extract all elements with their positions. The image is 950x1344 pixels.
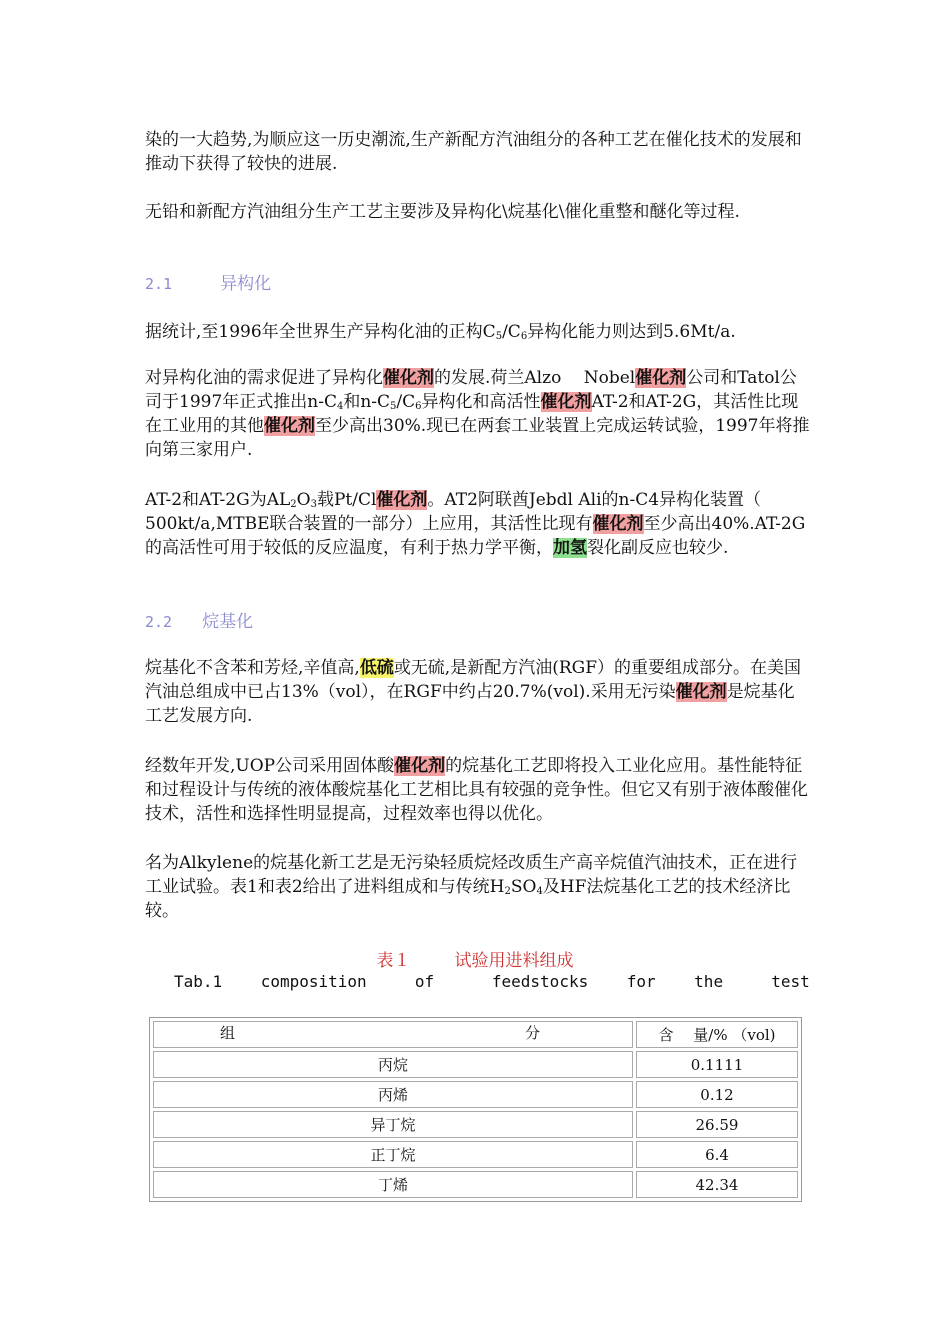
table-caption-en: Tab.1 composition of feedstocks for the test bbox=[174, 972, 810, 991]
table-header-row bbox=[153, 1021, 798, 1048]
keyword-highlight: 低硫 bbox=[359, 658, 394, 678]
cell-component: 异丁烷 bbox=[153, 1111, 633, 1138]
paragraph-intro-continuation bbox=[145, 128, 810, 176]
section-number: 2.2 bbox=[145, 613, 173, 631]
keyword-highlight: 催化剂 bbox=[376, 490, 428, 510]
keyword-highlight: 催化剂 bbox=[540, 392, 592, 412]
paragraph-uop-process: 经数年开发,UOP公司采用固体酸催化剂的烷基化工艺即将投入工业化应用。基性能特征和过程设计与传统的液体酸烷基化工艺相比具有较强的竞争性。但它又有别于液体酸催化技术，活性和选择性明显提高，过程效率也得以优化。 bbox=[145, 756, 808, 824]
keyword-highlight: 催化剂 bbox=[394, 756, 446, 776]
section-title: 异构化 bbox=[220, 274, 272, 294]
section-heading-2-2 bbox=[145, 610, 810, 634]
section-heading-2-1 bbox=[145, 272, 810, 296]
paragraph-text: 无铅和新配方汽油组分生产工艺主要涉及异构化\烷基化\催化重整和醚化等过程. bbox=[145, 202, 740, 222]
cell-value: 0.1111 bbox=[636, 1051, 798, 1078]
cell-component: 正丁烷 bbox=[153, 1141, 633, 1168]
paragraph-processes bbox=[145, 200, 810, 224]
section-title: 烷基化 bbox=[202, 612, 254, 632]
paragraph-isomerization-demand: 对异构化油的需求促进了异构化催化剂的发展.荷兰Alzo Nobel催化剂公司和Tatol公司于1997年正式推出$n-C_4$和$n-C_5/C_6$异构化和高活性催化剂AT-2和AT-2G，其活性比现在工业用的其他催化剂至少高出30%.现已在两套工业装置上完成运转试验，1997年将推向第三家用户. bbox=[145, 368, 810, 460]
keyword-highlight: 催化剂 bbox=[635, 368, 687, 388]
cell-component: 丙烯 bbox=[153, 1081, 633, 1108]
keyword-highlight: 加氢 bbox=[553, 538, 587, 558]
feedstock-table bbox=[149, 1017, 802, 1202]
table-row bbox=[153, 1051, 798, 1078]
paragraph-alkylation: 烷基化不含苯和芳烃,辛值高,低硫或无硫,是新配方汽油(RGF）的重要组成部分。在美国汽油总组成中已占13%（vol），在RGF中约占20.7%(vol).采用无污染催化剂是烷基化工艺发展方向. bbox=[145, 658, 802, 726]
paragraph-text: 染的一大趋势,为顺应这一历史潮流,生产新配方汽油组分的各种工艺在催化技术的发展和推动下获得了较快的进展. bbox=[145, 130, 802, 174]
keyword-highlight: 催化剂 bbox=[592, 514, 644, 534]
keyword-highlight: 催化剂 bbox=[383, 368, 434, 388]
keyword-highlight: 催化剂 bbox=[264, 416, 315, 436]
cell-value: 42.34 bbox=[636, 1171, 798, 1198]
table-row bbox=[153, 1111, 798, 1138]
cell-value: 26.59 bbox=[636, 1111, 798, 1138]
table-row bbox=[153, 1141, 798, 1168]
keyword-highlight: 催化剂 bbox=[675, 682, 727, 702]
table-row bbox=[153, 1081, 798, 1108]
cell-value: 0.12 bbox=[636, 1081, 798, 1108]
table-caption-cn: 表１ 试验用进料组成 bbox=[376, 951, 574, 971]
cell-component: 丁烯 bbox=[153, 1171, 633, 1198]
section-number: 2.1 bbox=[145, 275, 173, 293]
paragraph-alkylene: 名为Alkylene的烷基化新工艺是无污染轻质烷烃改质生产高辛烷值汽油技术，正在进行工业试验。表1和表2给出了进料组成和与传统$H_2SO_4$及HF法烷基化工艺的技术经济比较。 bbox=[145, 853, 798, 921]
cell-value: 6.4 bbox=[636, 1141, 798, 1168]
header-content: 含 量/% （vol) bbox=[636, 1021, 798, 1048]
paragraph-at2-catalyst: AT-2和AT-2G为$AL_2O_3$载Pt/Cl催化剂。AT2阿联酋Jebdl Ali的n-C4异构化装置（ 500kt/a,MTBE联合装置的一部分）上应用，其活性比现有催化剂至少高出40%.AT-2G的高活性可用于较低的反应温度，有利于热力学平衡，加氢裂化副反应也较少. bbox=[145, 490, 806, 558]
header-component: 组 分 bbox=[153, 1021, 633, 1048]
paragraph-statistics: 据统计,至1996年全世界生产异构化油的正构$C_5/C_6$异构化能力则达到5.6Mt/a. bbox=[145, 322, 736, 342]
cell-component: 丙烷 bbox=[153, 1051, 633, 1078]
table-row bbox=[153, 1171, 798, 1198]
